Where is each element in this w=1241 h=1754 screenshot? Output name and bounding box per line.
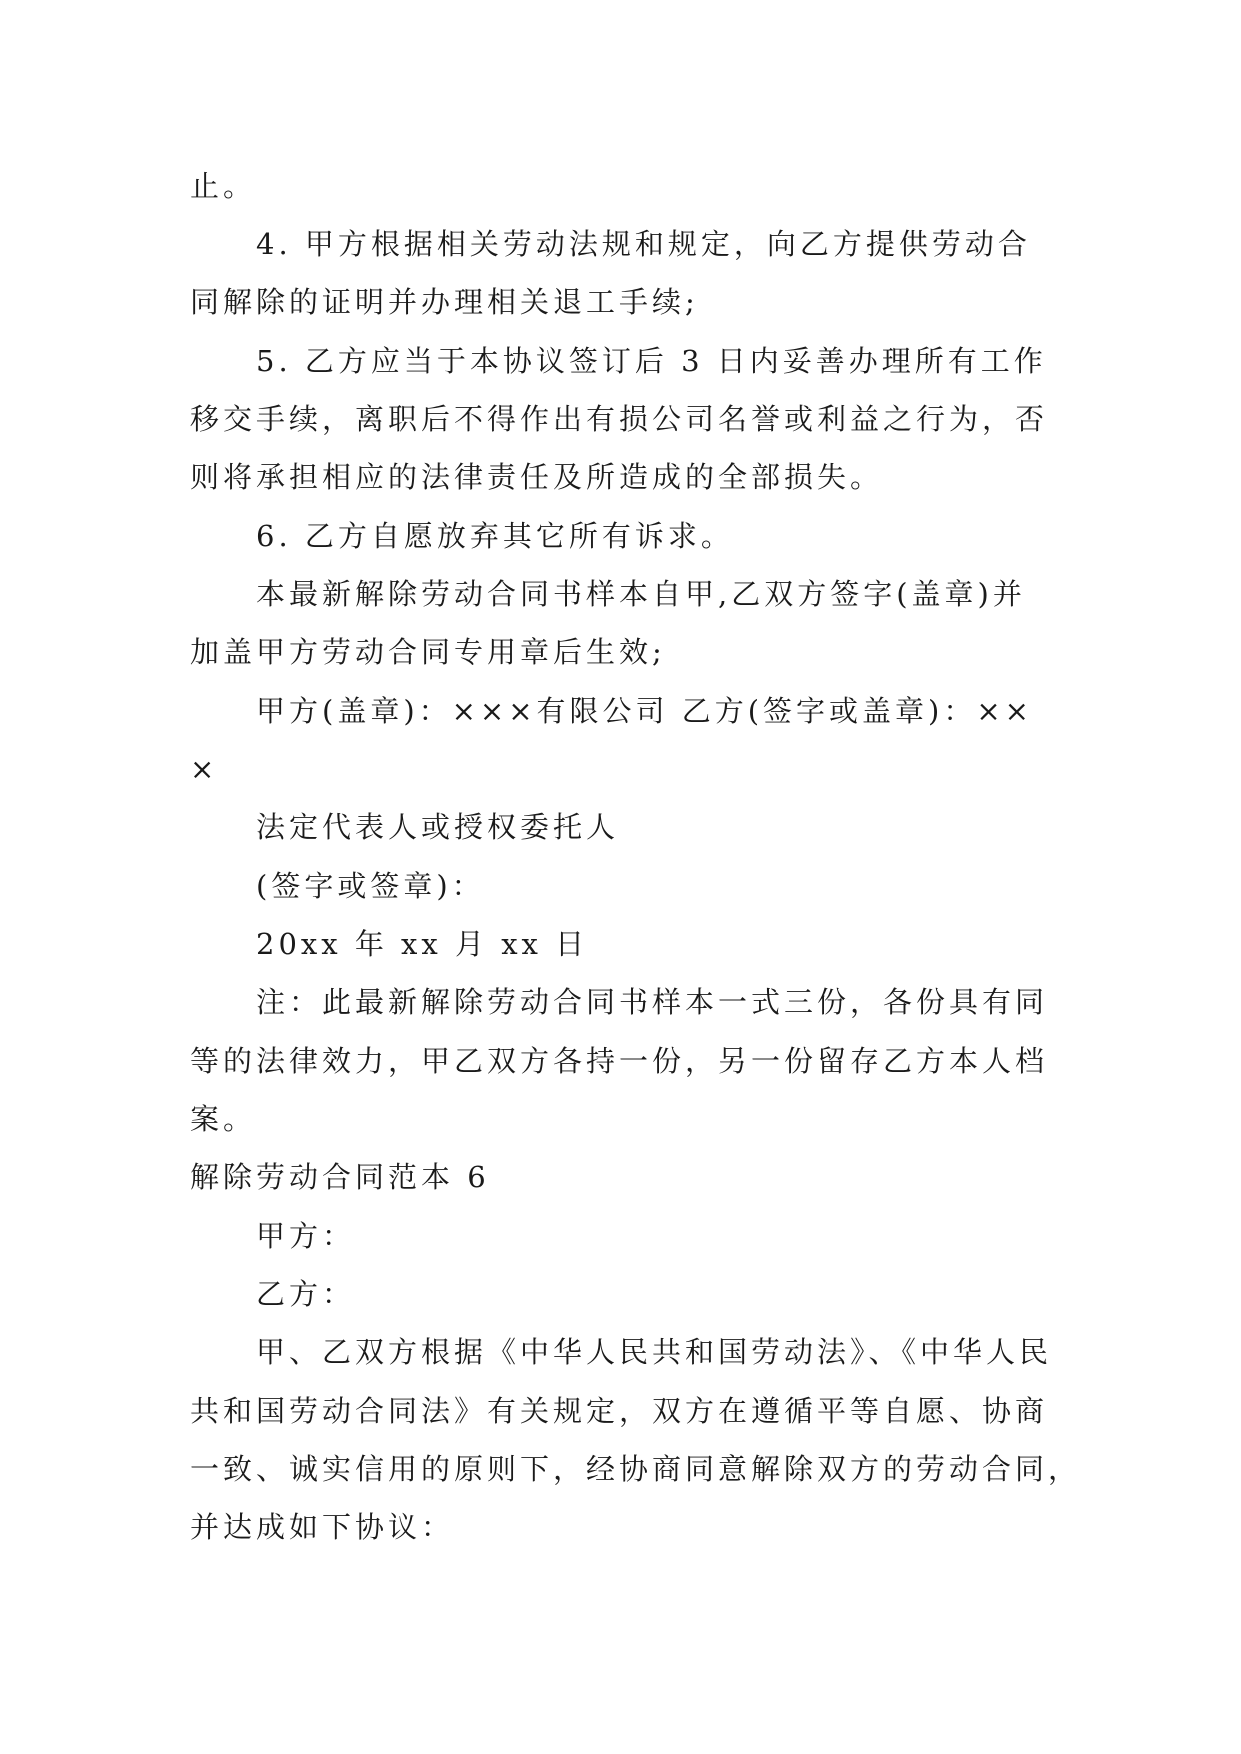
text-line: 等的法律效力，甲乙双方各持一份，另一份留存乙方本人档	[190, 1044, 1049, 1078]
text-line: 4. 甲方根据相关劳动法规和规定，向乙方提供劳动合	[256, 227, 1031, 261]
text-line: 20xx 年 xx 月 xx 日	[256, 927, 589, 961]
text-line: ×	[190, 752, 219, 786]
text-line: 法定代表人或授权委托人	[256, 810, 620, 844]
text-line: 加盖甲方劳动合同专用章后生效;	[190, 635, 666, 669]
text-line: 则将承担相应的法律责任及所造成的全部损失。	[190, 460, 884, 494]
section-heading: 解除劳动合同范本 6	[190, 1160, 490, 1194]
text-line: 移交手续，离职后不得作出有损公司名誉或利益之行为，否	[190, 402, 1049, 436]
text-line: 5. 乙方应当于本协议签订后 3 日内妥善办理所有工作	[256, 344, 1047, 378]
text-line: 甲、乙双方根据《中华人民共和国劳动法》、《中华人民	[256, 1335, 1053, 1369]
text-line: 6. 乙方自愿放弃其它所有诉求。	[256, 519, 734, 553]
text-line: 止。	[190, 169, 257, 203]
text-line: 案。	[190, 1102, 257, 1136]
text-line: (签字或签章)：	[256, 869, 485, 903]
text-line: 同解除的证明并办理相关退工手续;	[190, 285, 699, 319]
text-line: 共和国劳动合同法》有关规定，双方在遵循平等自愿、协商	[190, 1394, 1049, 1428]
text-line: 乙方：	[256, 1277, 356, 1311]
text-line: 并达成如下协议：	[190, 1510, 455, 1544]
text-line: 一致、诚实信用的原则下，经协商同意解除双方的劳动合同，	[190, 1452, 1082, 1486]
text-line: 注：此最新解除劳动合同书样本一式三份，各份具有同	[256, 985, 1049, 1019]
text-line: 甲方(盖章)：×××有限公司 乙方(签字或盖章)：××	[256, 694, 1033, 728]
text-line: 本最新解除劳动合同书样本自甲,乙双方签字(盖章)并	[256, 577, 1026, 611]
text-line: 甲方：	[256, 1219, 356, 1253]
